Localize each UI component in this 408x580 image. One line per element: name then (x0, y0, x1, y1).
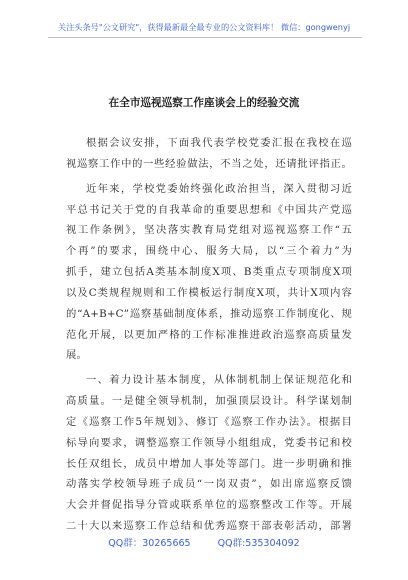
body-line: 展。 (66, 349, 87, 361)
body-line: 范化开展，以更加严格的工作标准推进政治巡察高质量发 (66, 329, 352, 341)
footer-contacts (0, 535, 408, 549)
body-line: 一、着力设计基本制度，从体制机制上保证规范化和 (86, 374, 352, 386)
body-line: 动落实学校领导班子成员“一岗双责”，如出席巡察反馈 (66, 478, 352, 490)
body-line: 二十大以来巡察工作总结和优秀巡察干部表彰活动，部署 (66, 520, 352, 532)
body-line: 视工作条例》，坚决落实教育局党组对巡视巡察工作“五 (66, 224, 352, 236)
body-line: 根据会议安排，下面我代表学校党委汇报在我校在巡 (86, 137, 352, 149)
body-line: 定《巡察工作5年规划》、修订《巡察工作办法》。根据目 (66, 416, 352, 428)
body-line: 长任双组长，成员中增加人事处等部门。进一步明确和推 (66, 458, 352, 470)
document-title: 在全市巡视巡察工作座谈会上的经验交流 (108, 97, 300, 109)
body-line: 抓手，建立包括A类基本制度X项、B类重点专项制度X项 (66, 266, 352, 278)
footer-qq-group-1: QQ群：30265665 (108, 538, 191, 549)
body-line: 近年来，学校党委始终强化政治担当，深入贯彻习近 (86, 183, 352, 195)
header-divider (48, 37, 362, 38)
body-line: 个再”的要求，围绕中心、服务大局，以“三个着力”为 (66, 245, 352, 257)
body-line: 标导向要求，调整巡察工作领导小组组成，党委书记和校 (66, 437, 352, 449)
body-line: 高质量。一是健全领导机制，加强顶层设计。科学谋划制 (66, 395, 352, 407)
body-line: 的“A+B+C”巡察基础制度体系，推动巡察工作制度化、规 (66, 308, 352, 320)
body-line: 以及C类规程规则和工作模板运行制度X项，共计X项内容 (66, 287, 352, 299)
footer-qq-group-2: QQ群:535304092 (217, 538, 300, 549)
body-line: 大会并督促指导分管或联系单位的巡察整改工作等。开展 (66, 499, 352, 511)
body-line: 平总书记关于党的自我革命的重要思想和《中国共产党巡 (66, 204, 352, 216)
header-note: 关注头条号"公文研究"，获得最新最全最专业的公文资料库！ 微信：gongwenyj (57, 22, 351, 32)
body-line: 视巡察工作中的一些经验做法，不当之处，还请批评指正。 (66, 158, 352, 170)
